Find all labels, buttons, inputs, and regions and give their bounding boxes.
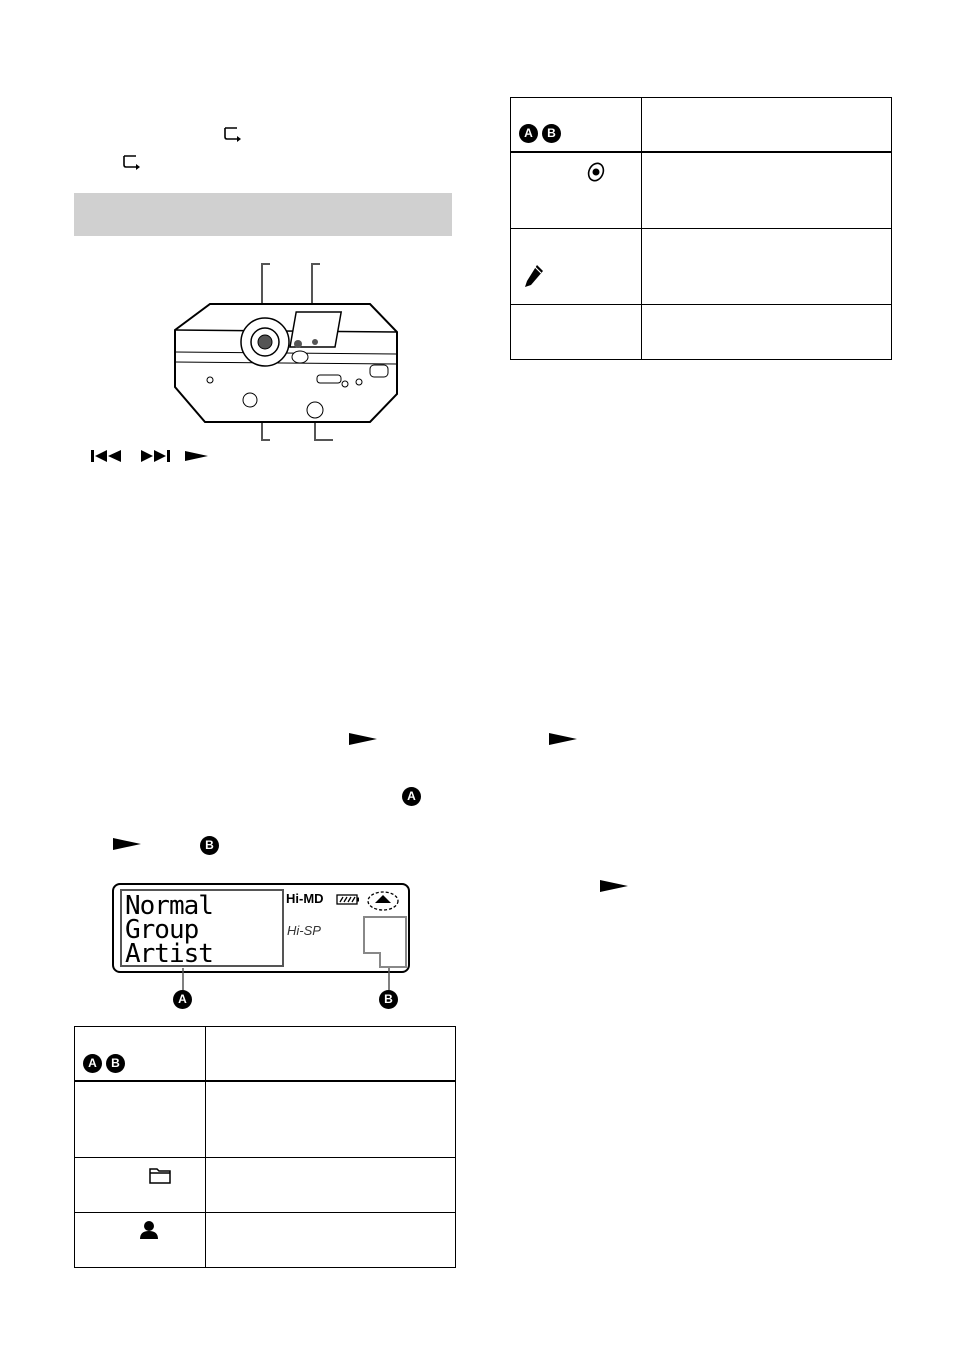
track-area-outline	[360, 915, 408, 971]
play-icon	[113, 838, 141, 850]
table-cell	[75, 1213, 206, 1268]
table-cell	[642, 229, 892, 305]
repeat-icon	[121, 153, 143, 171]
play-icon	[349, 733, 377, 745]
disc-icon	[585, 161, 607, 183]
table-cell	[511, 229, 642, 305]
hisp-label: Hi-SP	[287, 923, 321, 938]
table-cell	[75, 1081, 206, 1158]
person-icon	[139, 1220, 159, 1240]
table-badge-b: B	[542, 124, 561, 143]
table-row	[75, 1213, 456, 1268]
disc-indicator-icon	[366, 890, 400, 912]
lcd-display	[112, 883, 410, 973]
lcd-callout-lines	[175, 968, 400, 992]
table-row	[511, 152, 892, 229]
table-header-cell	[511, 98, 642, 152]
lcd-line-1: Normal	[125, 891, 213, 921]
himd-logo: Hi-MD	[286, 891, 324, 906]
pen-icon	[523, 263, 547, 289]
table-badge-b: B	[106, 1054, 125, 1073]
table-row	[75, 1081, 456, 1158]
table-row	[511, 229, 892, 305]
next-track-icon	[139, 448, 171, 464]
table-cell	[511, 152, 642, 229]
table-badge-a: A	[83, 1054, 102, 1073]
table-badge-a: A	[519, 124, 538, 143]
table-cell	[206, 1081, 456, 1158]
table-row	[75, 1158, 456, 1213]
folder-icon	[148, 1165, 172, 1185]
lcd-badge-a: A	[173, 990, 192, 1009]
repeat-icon	[222, 125, 244, 143]
table-cell	[206, 1213, 456, 1268]
table-header-cell	[642, 98, 892, 152]
play-icon	[600, 880, 628, 892]
table-header-cell	[75, 1027, 206, 1081]
table-row	[511, 305, 892, 360]
battery-icon	[336, 894, 360, 905]
table-cell	[642, 305, 892, 360]
section-header-bar	[74, 193, 452, 236]
badge-b: B	[200, 836, 219, 855]
right-info-table	[510, 97, 892, 360]
device-illustration	[165, 262, 405, 447]
lcd-text-area	[120, 889, 284, 967]
table-header-row	[511, 98, 892, 152]
play-icon	[184, 448, 210, 464]
table-cell	[511, 305, 642, 360]
previous-track-icon	[91, 448, 123, 464]
lcd-line-3: Artist	[125, 939, 213, 969]
left-info-table	[74, 1026, 456, 1268]
table-header-cell	[206, 1027, 456, 1081]
lcd-badge-b: B	[379, 990, 398, 1009]
table-cell	[75, 1158, 206, 1213]
lcd-line-2: Group	[125, 915, 199, 945]
table-cell	[642, 152, 892, 229]
badge-a: A	[402, 787, 421, 806]
table-header-row	[75, 1027, 456, 1081]
play-icon	[549, 733, 577, 745]
table-cell	[206, 1158, 456, 1213]
